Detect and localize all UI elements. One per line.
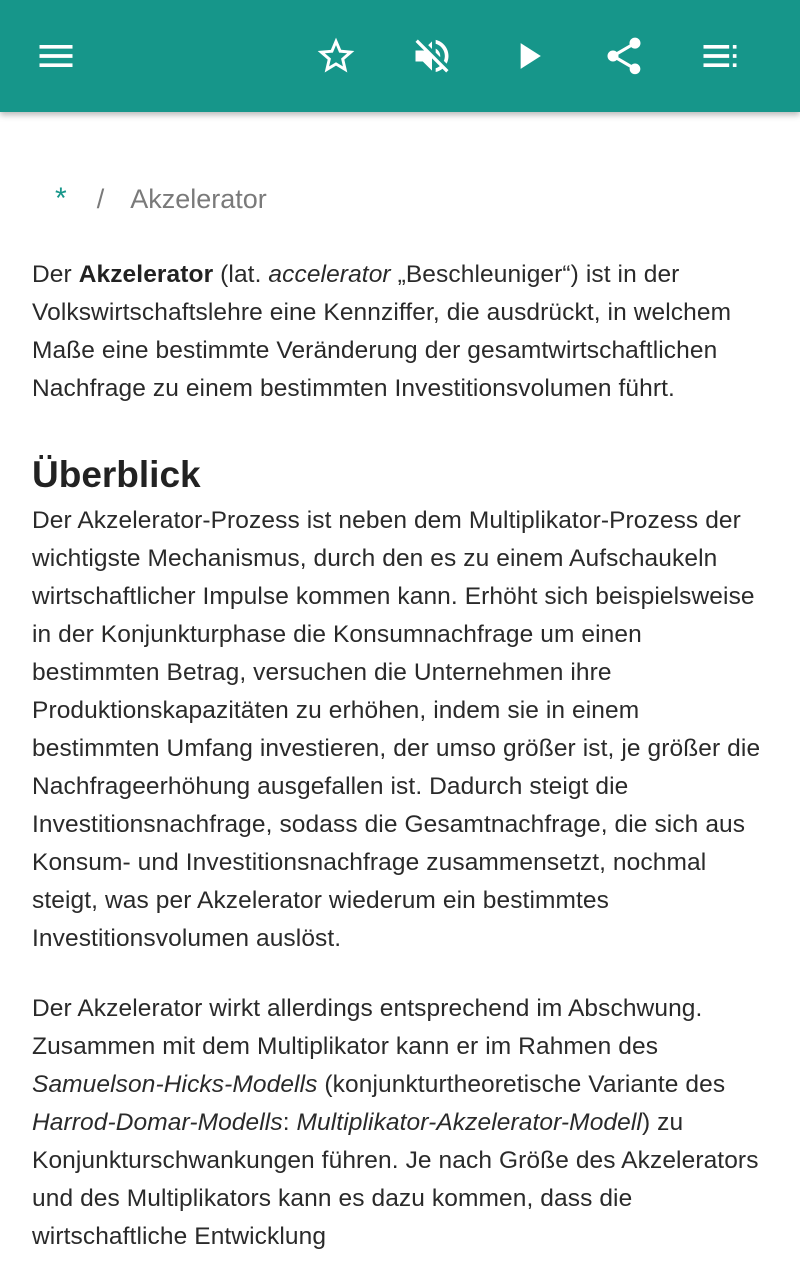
intro-term: Akzelerator (78, 261, 214, 288)
intro-paragraph (32, 256, 772, 408)
breadcrumb-home-link[interactable]: * (55, 182, 67, 215)
play-icon (506, 34, 550, 78)
paragraph-text: : (282, 1109, 297, 1136)
hamburger-menu-icon (34, 34, 78, 78)
contents-button[interactable] (692, 28, 748, 84)
share-icon (602, 34, 646, 78)
star-outline-icon (314, 34, 358, 78)
paragraph-text: (konjunkturtheoretische Variante des (317, 1071, 726, 1098)
intro-latin-term: accelerator (268, 261, 391, 288)
mute-button[interactable] (404, 28, 460, 84)
playlist-icon (698, 34, 742, 78)
overview-paragraph: Der Akzelerator-Prozess ist neben dem Multiplikator-Prozess der wichtigste Mechanismus, durch den es zu einem Aufschaukeln wirtschaftlicher Impulse kommen kann. Erhöht sich beispielsweise in der Konjunkturphase die Konsumnachfrage um einen bestimmten Betrag, versuchen die Unternehmen ihre Produktionskapazitäten zu erhöhen, indem sie in einem bestimmten Umfang investieren, der umso größer ist, je größer die Nachfrageerhöhung ausgefallen ist. Dadurch steigt die Investitionsnachfrage, sodass die Gesamtnachfrage, die sich aus Konsum- und Investitionsnachfrage zusammensetzt, nochmal steigt, was per Akzelerator wiederum ein bestimmtes Investitionsvolumen auslöst. (32, 507, 761, 952)
model-term: Multiplikator-Akzelerator-Modell (296, 1109, 642, 1136)
intro-text: (lat. (213, 261, 269, 288)
menu-button[interactable] (28, 28, 84, 84)
breadcrumb-separator: / (96, 183, 105, 214)
model-term: Samuelson-Hicks-Modells (32, 1071, 318, 1098)
article-content (32, 160, 772, 1256)
breadcrumb (32, 160, 772, 238)
model-term: Harrod-Domar-Modells (32, 1109, 283, 1136)
section-heading: Überblick (32, 454, 201, 495)
paragraph-text: Der Akzelerator wirkt allerdings entsprechend im Abschwung. Zusammen mit dem Multiplikator kann er im Rahmen des (32, 995, 703, 1060)
intro-text: „Beschleuniger“) ist in der Volkswirtschaftslehre eine Kennziffer, die ausdrückt, in welchem Maße eine bestimmte Veränderung der gesamtwirtschaftlichen Nachfrage zu einem bestimmten Investitionsvolumen führt. (32, 261, 732, 402)
volume-off-icon (410, 34, 454, 78)
play-button[interactable] (500, 28, 556, 84)
app-toolbar (0, 0, 800, 112)
breadcrumb-current: Akzelerator (130, 183, 267, 214)
share-button[interactable] (596, 28, 652, 84)
favorite-button[interactable] (308, 28, 364, 84)
intro-text: Der (32, 261, 79, 288)
downturn-paragraph (32, 990, 772, 1256)
paragraph-text: ) zu Konjunkturschwankungen führen. Je nach Größe des Akzelerators und des Multiplikators kann es dazu kommen, dass die wirtschaftliche Entwicklung (32, 1109, 759, 1250)
